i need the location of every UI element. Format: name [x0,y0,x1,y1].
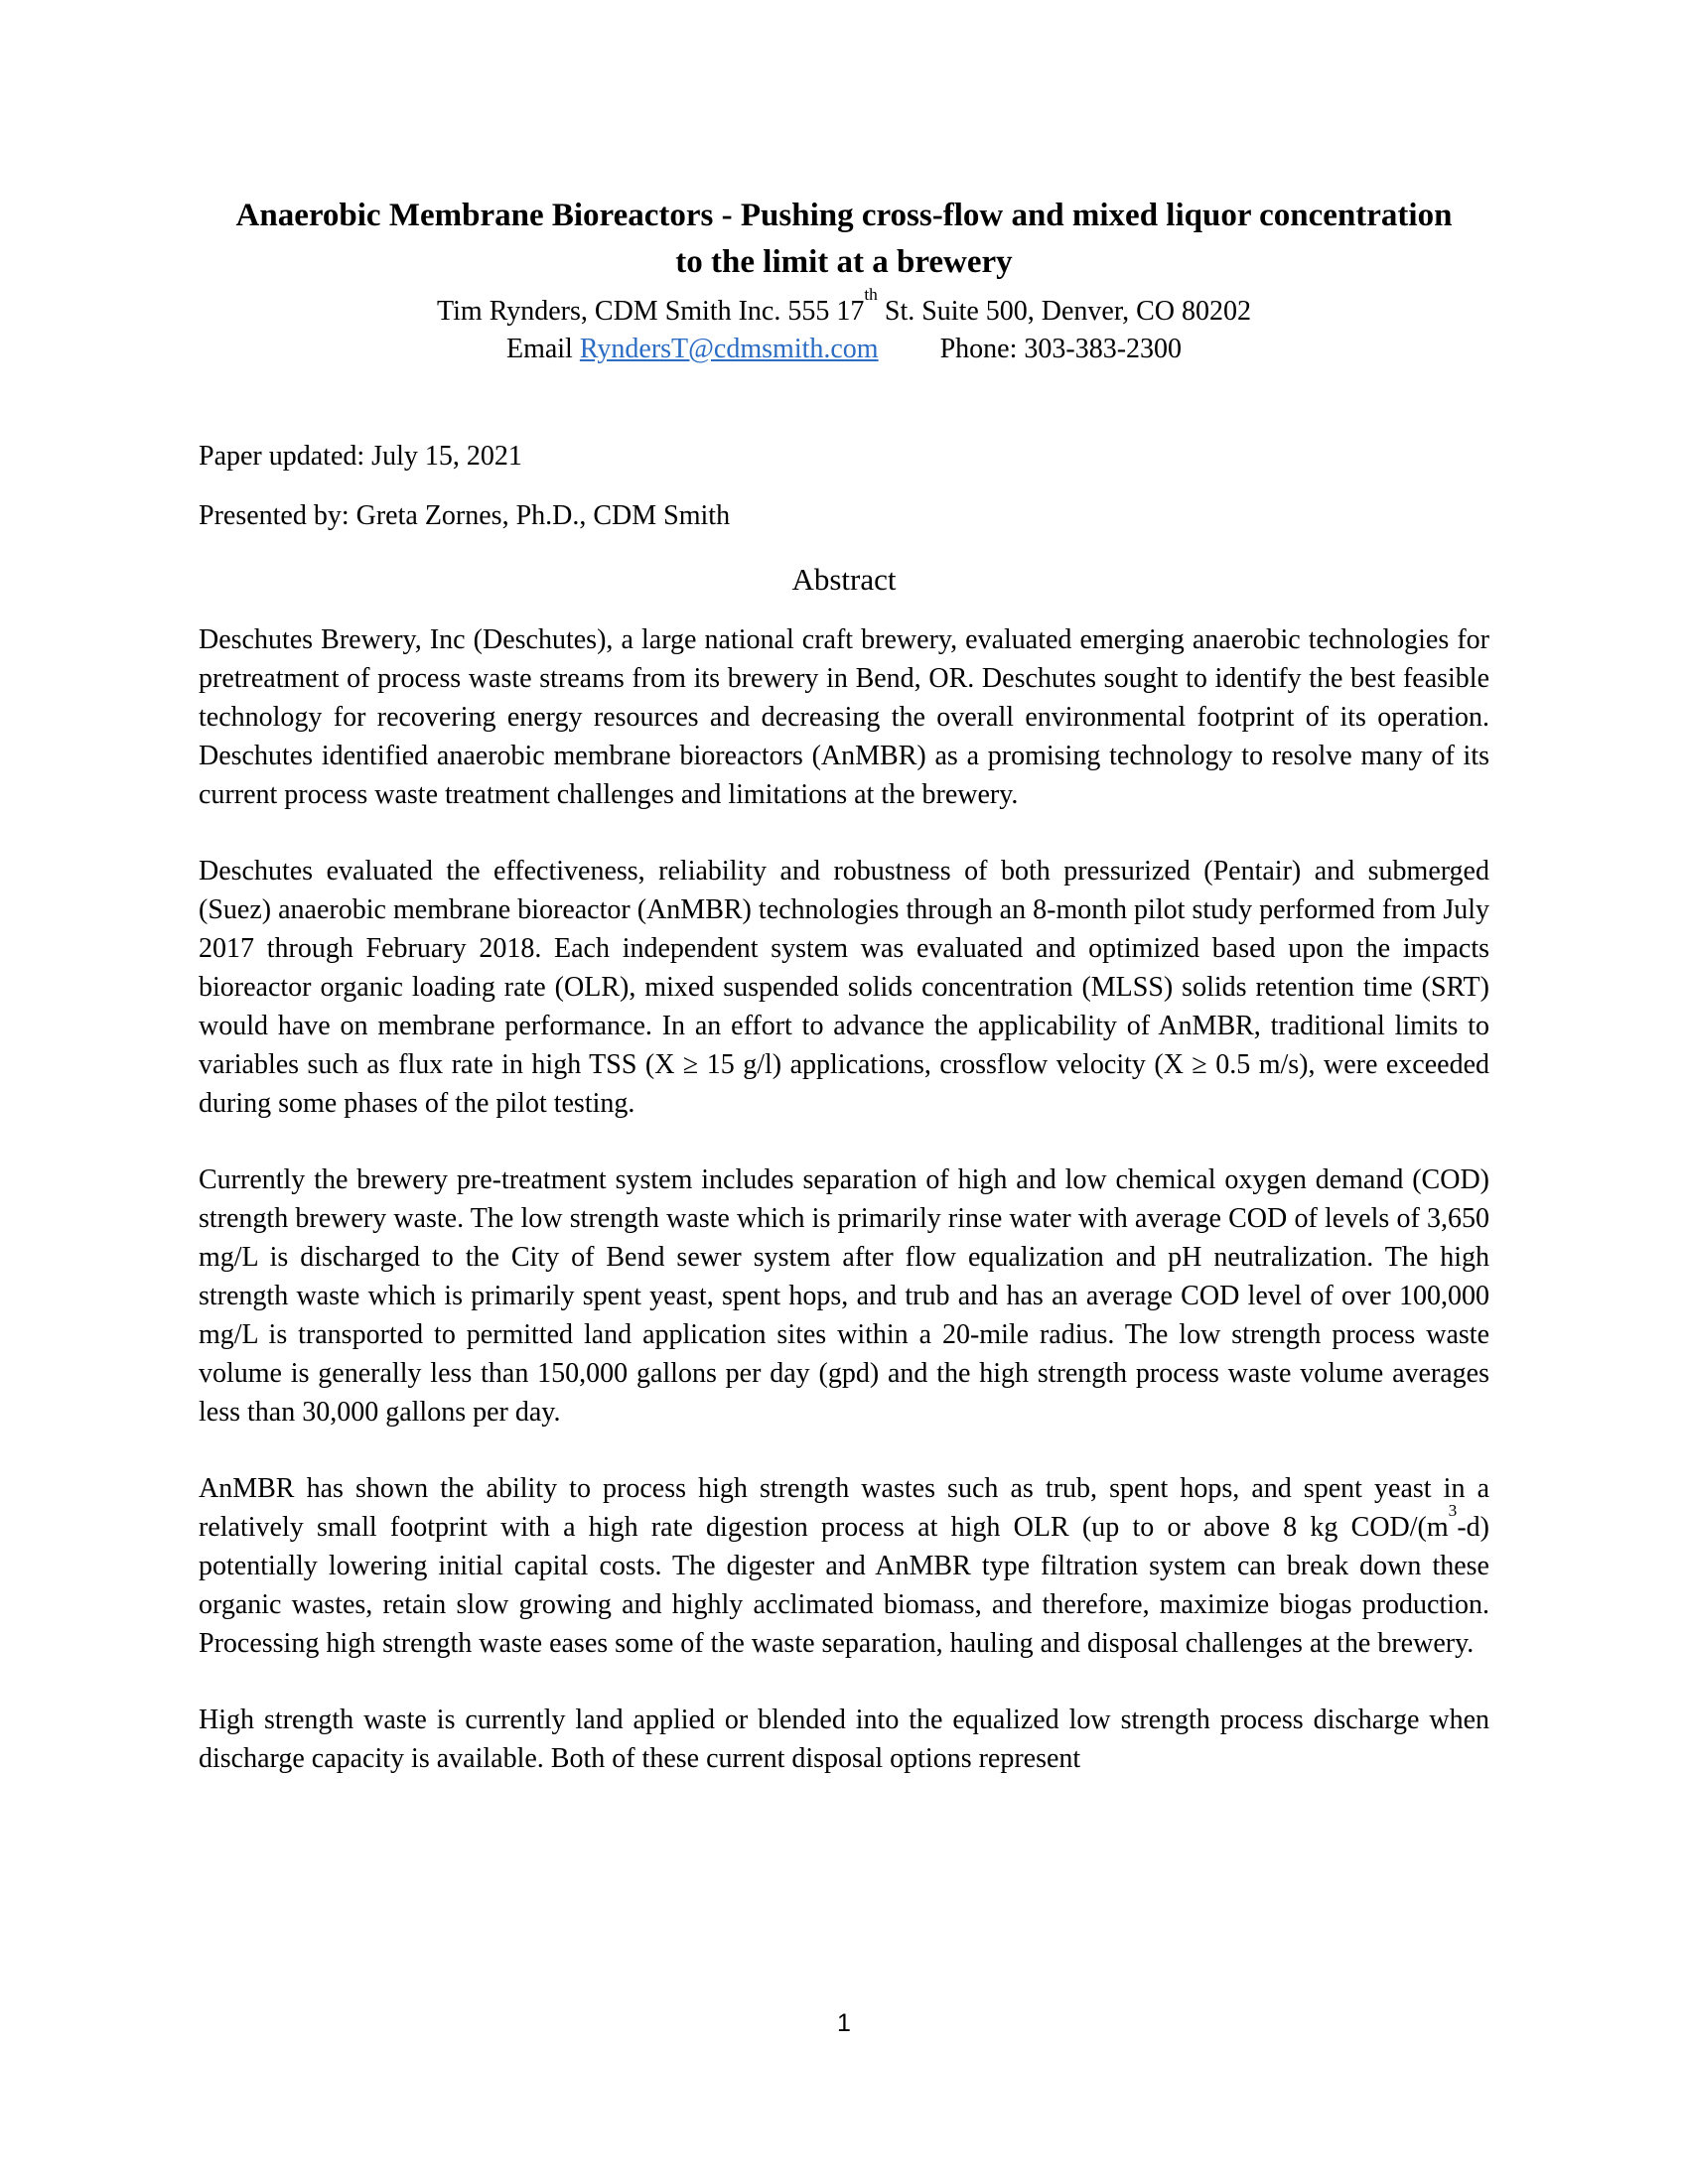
author-line-pre: Tim Rynders, CDM Smith Inc. 555 17 [437,296,865,327]
email-label: Email [505,334,580,364]
abstract-paragraph-3: Currently the brewery pre-treatment system includes separation of high and low chemical oxygen demand (COD) strength brewery waste. The low strength waste which is primarily rinse water with average COD of levels of 3,650 mg/L is discharged to the City of Bend sewer system after flow equalization and pH neutralization. The high strength waste which is primarily spent yeast, spent hops, and trub and has an average COD level of over 100,000 mg/L is transported to permitted land application sites within a 20-mile radius. The low strength process waste volume is generally less than 150,000 gallons per day (gpd) and the high strength process waste volume averages less than 30,000 gallons per day. [199,1164,1489,1428]
abstract-heading: Abstract [791,562,897,597]
cubed-superscript: 3 [1448,1501,1458,1521]
abstract-paragraph-5: High strength waste is currently land applied or blended into the equalized low strength process discharge when discharge capacity is available. Both of these current disposal options represent [199,1705,1489,1774]
contact-line [199,331,1489,368]
phone-number: Phone: 303-383-2300 [939,334,1183,364]
paper-updated-line: Paper updated: July 15, 2021 [199,441,522,472]
presented-by-line: Presented by: Greta Zornes, Ph.D., CDM Smith [199,500,731,531]
paper-title: Anaerobic Membrane Bioreactors - Pushing cross-flow and mixed liquor concentration to the limit at a brewery [235,198,1453,280]
abstract-paragraph-2: Deschutes evaluated the effectiveness, reliability and robustness of both pressurized (Pentair) and submerged (Suez) anaerobic membrane bioreactor (AnMBR) technologies through an 8-month pilot study performed from July 2017 through February 2018. Each independent system was evaluated and optimized based upon the impacts bioreactor organic loading rate (OLR), mixed suspended solids concentration (MLSS) solids retention time (SRT) would have on membrane performance. In an effort to advance the applicability of AnMBR, traditional limits to variables such as flux rate in high TSS (X ≥ 15 g/l) applications, crossflow velocity (X ≥ 0.5 m/s), were exceeded during some phases of the pilot testing. [199,856,1489,1119]
ordinal-superscript: th [864,285,878,305]
paragraph-4-text-b: -d) potentially lowering initial capital costs. The digester and AnMBR type filtration system can break down these organic wastes, retain slow growing and highly acclimated biomass, and therefore, maximize biogas production. Processing high strength waste eases some of the waste separation, hauling and disposal challenges at the brewery. [199,1512,1489,1659]
author-line [199,285,1489,331]
abstract-paragraph-1: Deschutes Brewery, Inc (Deschutes), a large national craft brewery, evaluated emerging anaerobic technologies for pretreatment of process waste streams from its brewery in Bend, OR. Deschutes sought to identify the best feasible technology for recovering energy resources and decreasing the overall environmental footprint of its operation. Deschutes identified anaerobic membrane bioreactors (AnMBR) as a promising technology to resolve many of its current process waste treatment challenges and limitations at the brewery. [199,624,1489,810]
page-number: 1 [837,2009,851,2037]
author-line-post: St. Suite 500, Denver, CO 80202 [877,296,1251,327]
abstract-paragraph-4 [199,1469,1489,1663]
paragraph-4-text-a: AnMBR has shown the ability to process high strength wastes such as trub, spent hops, and spent yeast in a relatively small footprint with a high rate digestion process at high OLR (up to or above 8 kg COD/(m [199,1473,1489,1543]
email-link[interactable]: RyndersT@cdmsmith.com [579,334,879,364]
